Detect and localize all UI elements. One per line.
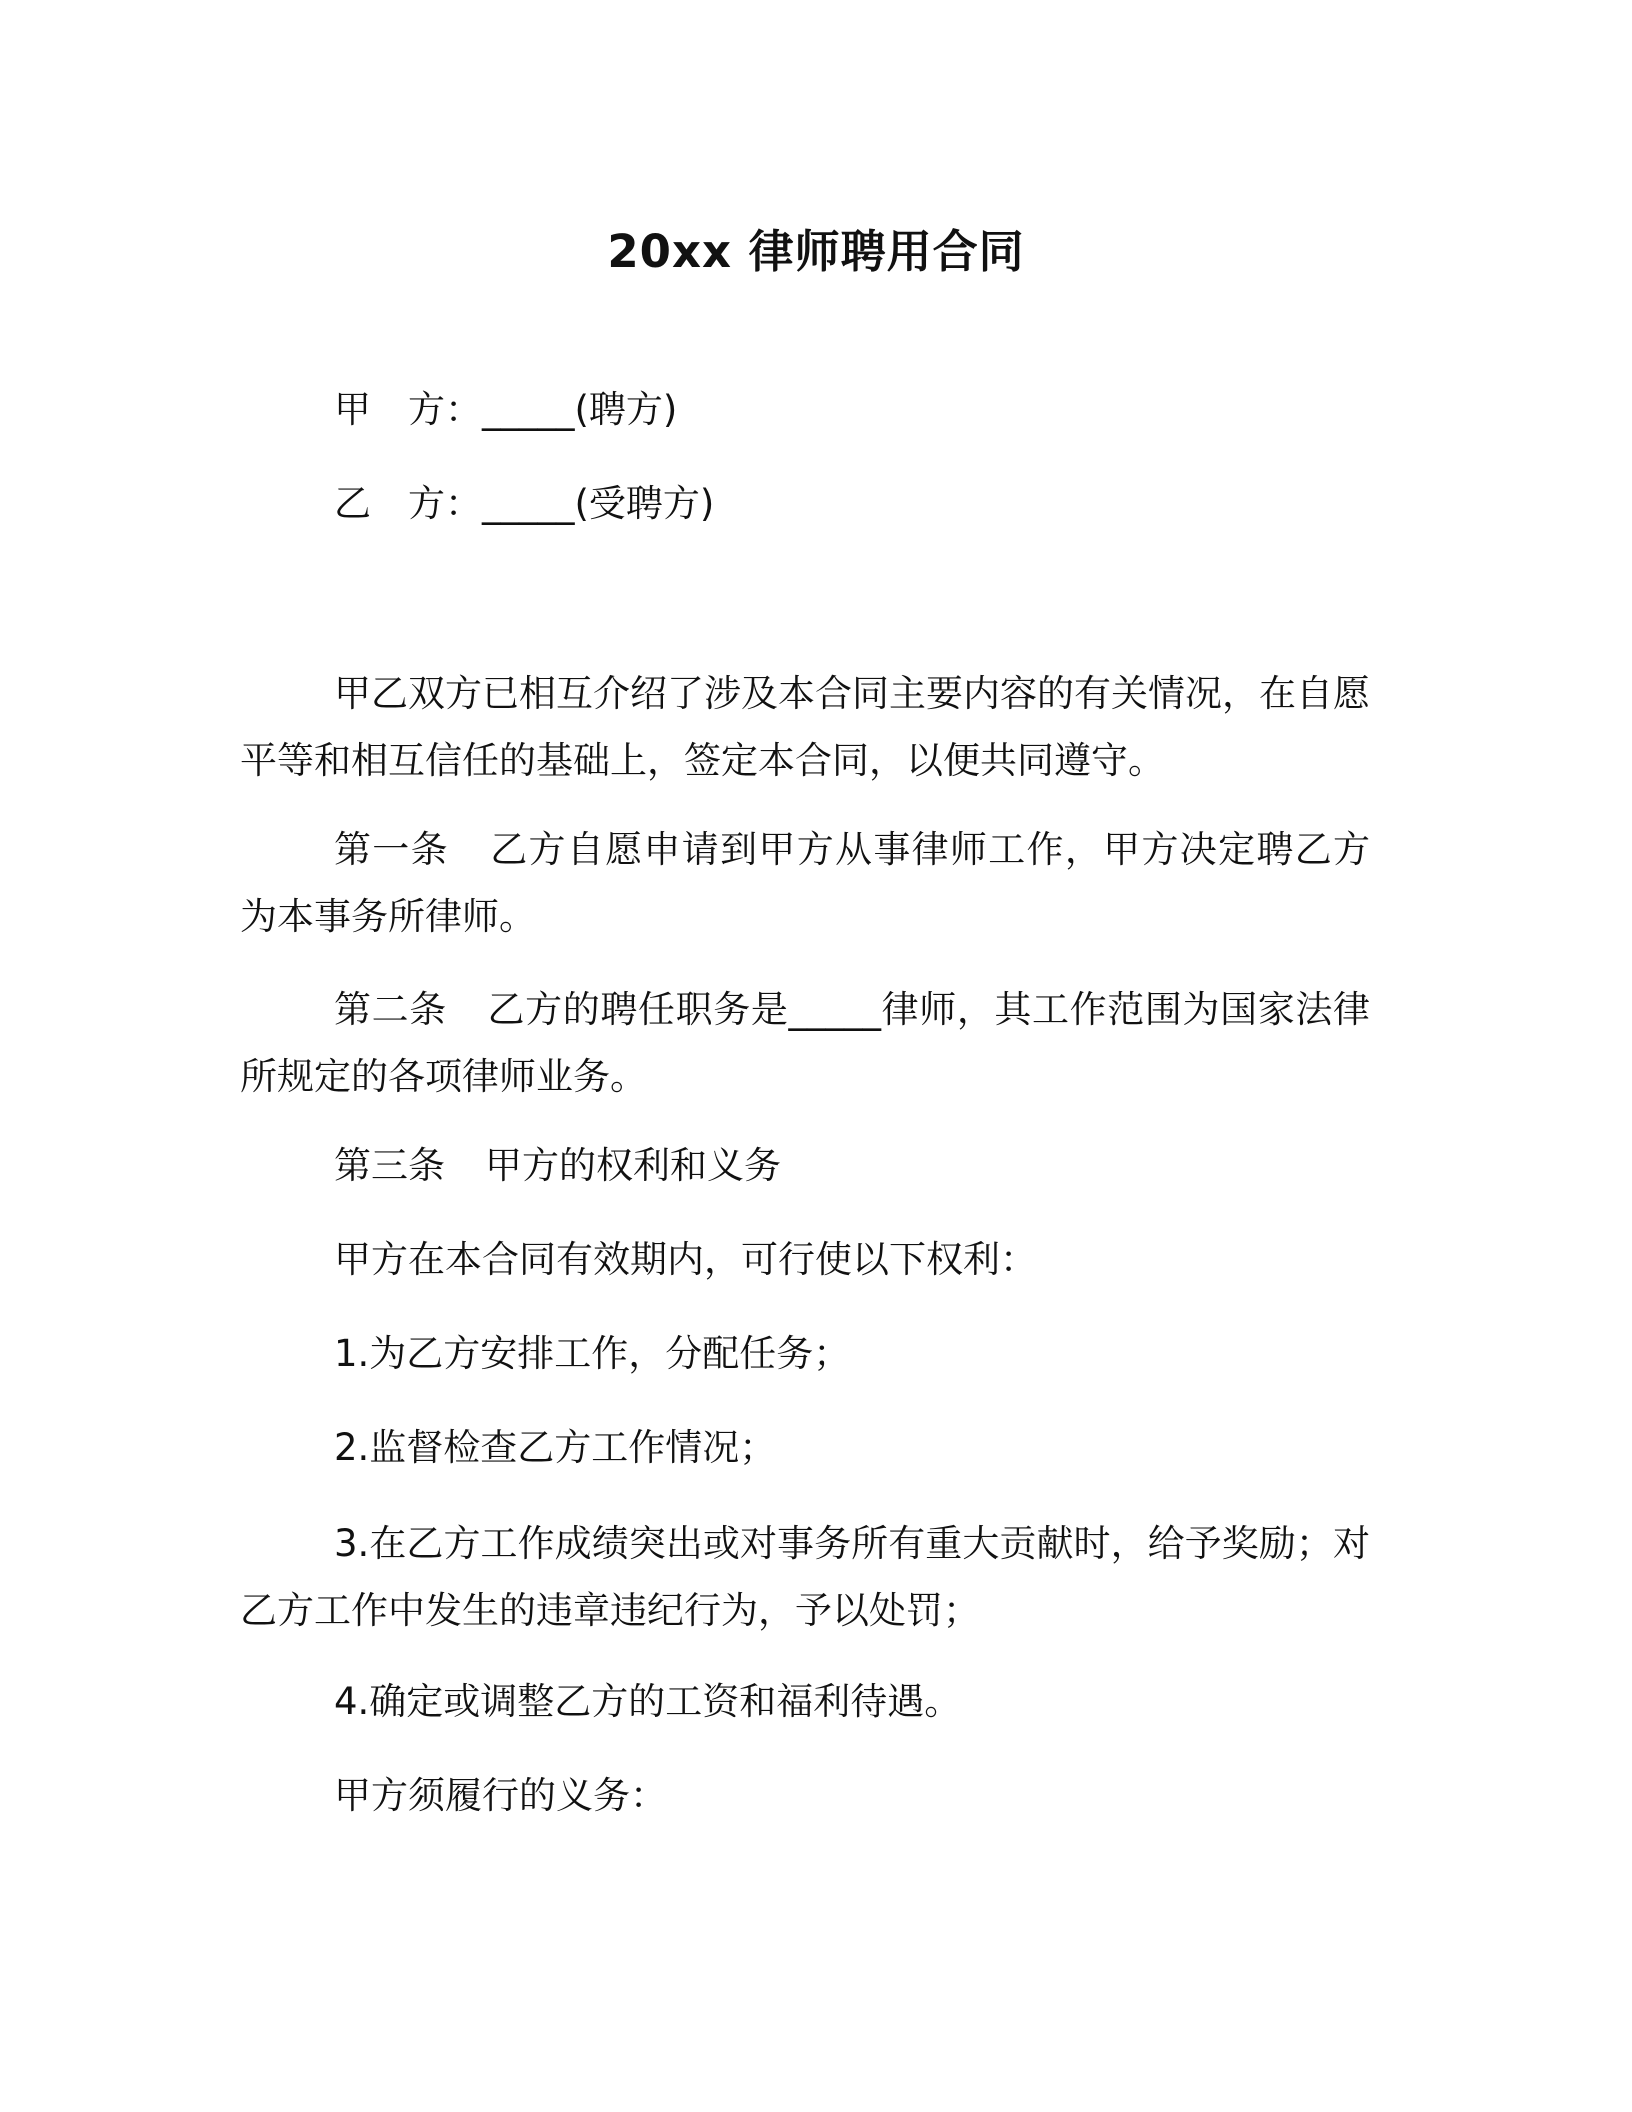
document-title: 20xx 律师聘用合同 bbox=[607, 225, 1025, 278]
party-b-line bbox=[334, 480, 714, 528]
party-a-label: 甲 bbox=[334, 388, 371, 431]
duties-intro: 甲方须履行的义务： bbox=[334, 1774, 667, 1817]
rights-intro: 甲方在本合同有效期内，可行使以下权利： bbox=[334, 1238, 1037, 1281]
rights-item-3: 3.在乙方工作成绩突出或对事务所有重大贡献时，给予奖励；对乙方工作中发生的违章违纪行为，予以处罚； bbox=[240, 1522, 1370, 1632]
article-3-number: 第三条 bbox=[334, 1144, 445, 1187]
rights-item-1: 1.为乙方安排工作，分配任务； bbox=[334, 1332, 851, 1375]
party-a-line bbox=[334, 386, 677, 434]
article-2-paragraph bbox=[240, 976, 1370, 1110]
party-a-value: _____(聘方) bbox=[482, 388, 678, 431]
article-3-heading bbox=[334, 1142, 781, 1190]
article-1-number: 第一条 bbox=[334, 828, 449, 871]
rights-item-2: 2.监督检查乙方工作情况； bbox=[334, 1426, 777, 1469]
party-b-label-suffix: 方： bbox=[408, 482, 482, 525]
party-a-label-suffix: 方： bbox=[408, 388, 482, 431]
article-1-paragraph bbox=[240, 816, 1370, 950]
party-b-value: _____(受聘方) bbox=[482, 482, 715, 525]
intro-paragraph: 甲乙双方已相互介绍了涉及本合同主要内容的有关情况，在自愿平等和相互信任的基础上，签定本合同，以便共同遵守。 bbox=[240, 672, 1370, 782]
article-2-number: 第二条 bbox=[334, 988, 447, 1031]
article-1-text: 乙方自愿申请到甲方从事律师工作，甲方决定聘乙方为本事务所律师。 bbox=[240, 828, 1371, 938]
article-2-text: 乙方的聘任职务是_____律师，其工作范围为国家法律所规定的各项律师业务。 bbox=[240, 988, 1371, 1098]
article-3-text: 甲方的权利和义务 bbox=[485, 1144, 781, 1187]
rights-item-4: 4.确定或调整乙方的工资和福利待遇。 bbox=[334, 1680, 962, 1723]
party-b-label: 乙 bbox=[334, 482, 371, 525]
